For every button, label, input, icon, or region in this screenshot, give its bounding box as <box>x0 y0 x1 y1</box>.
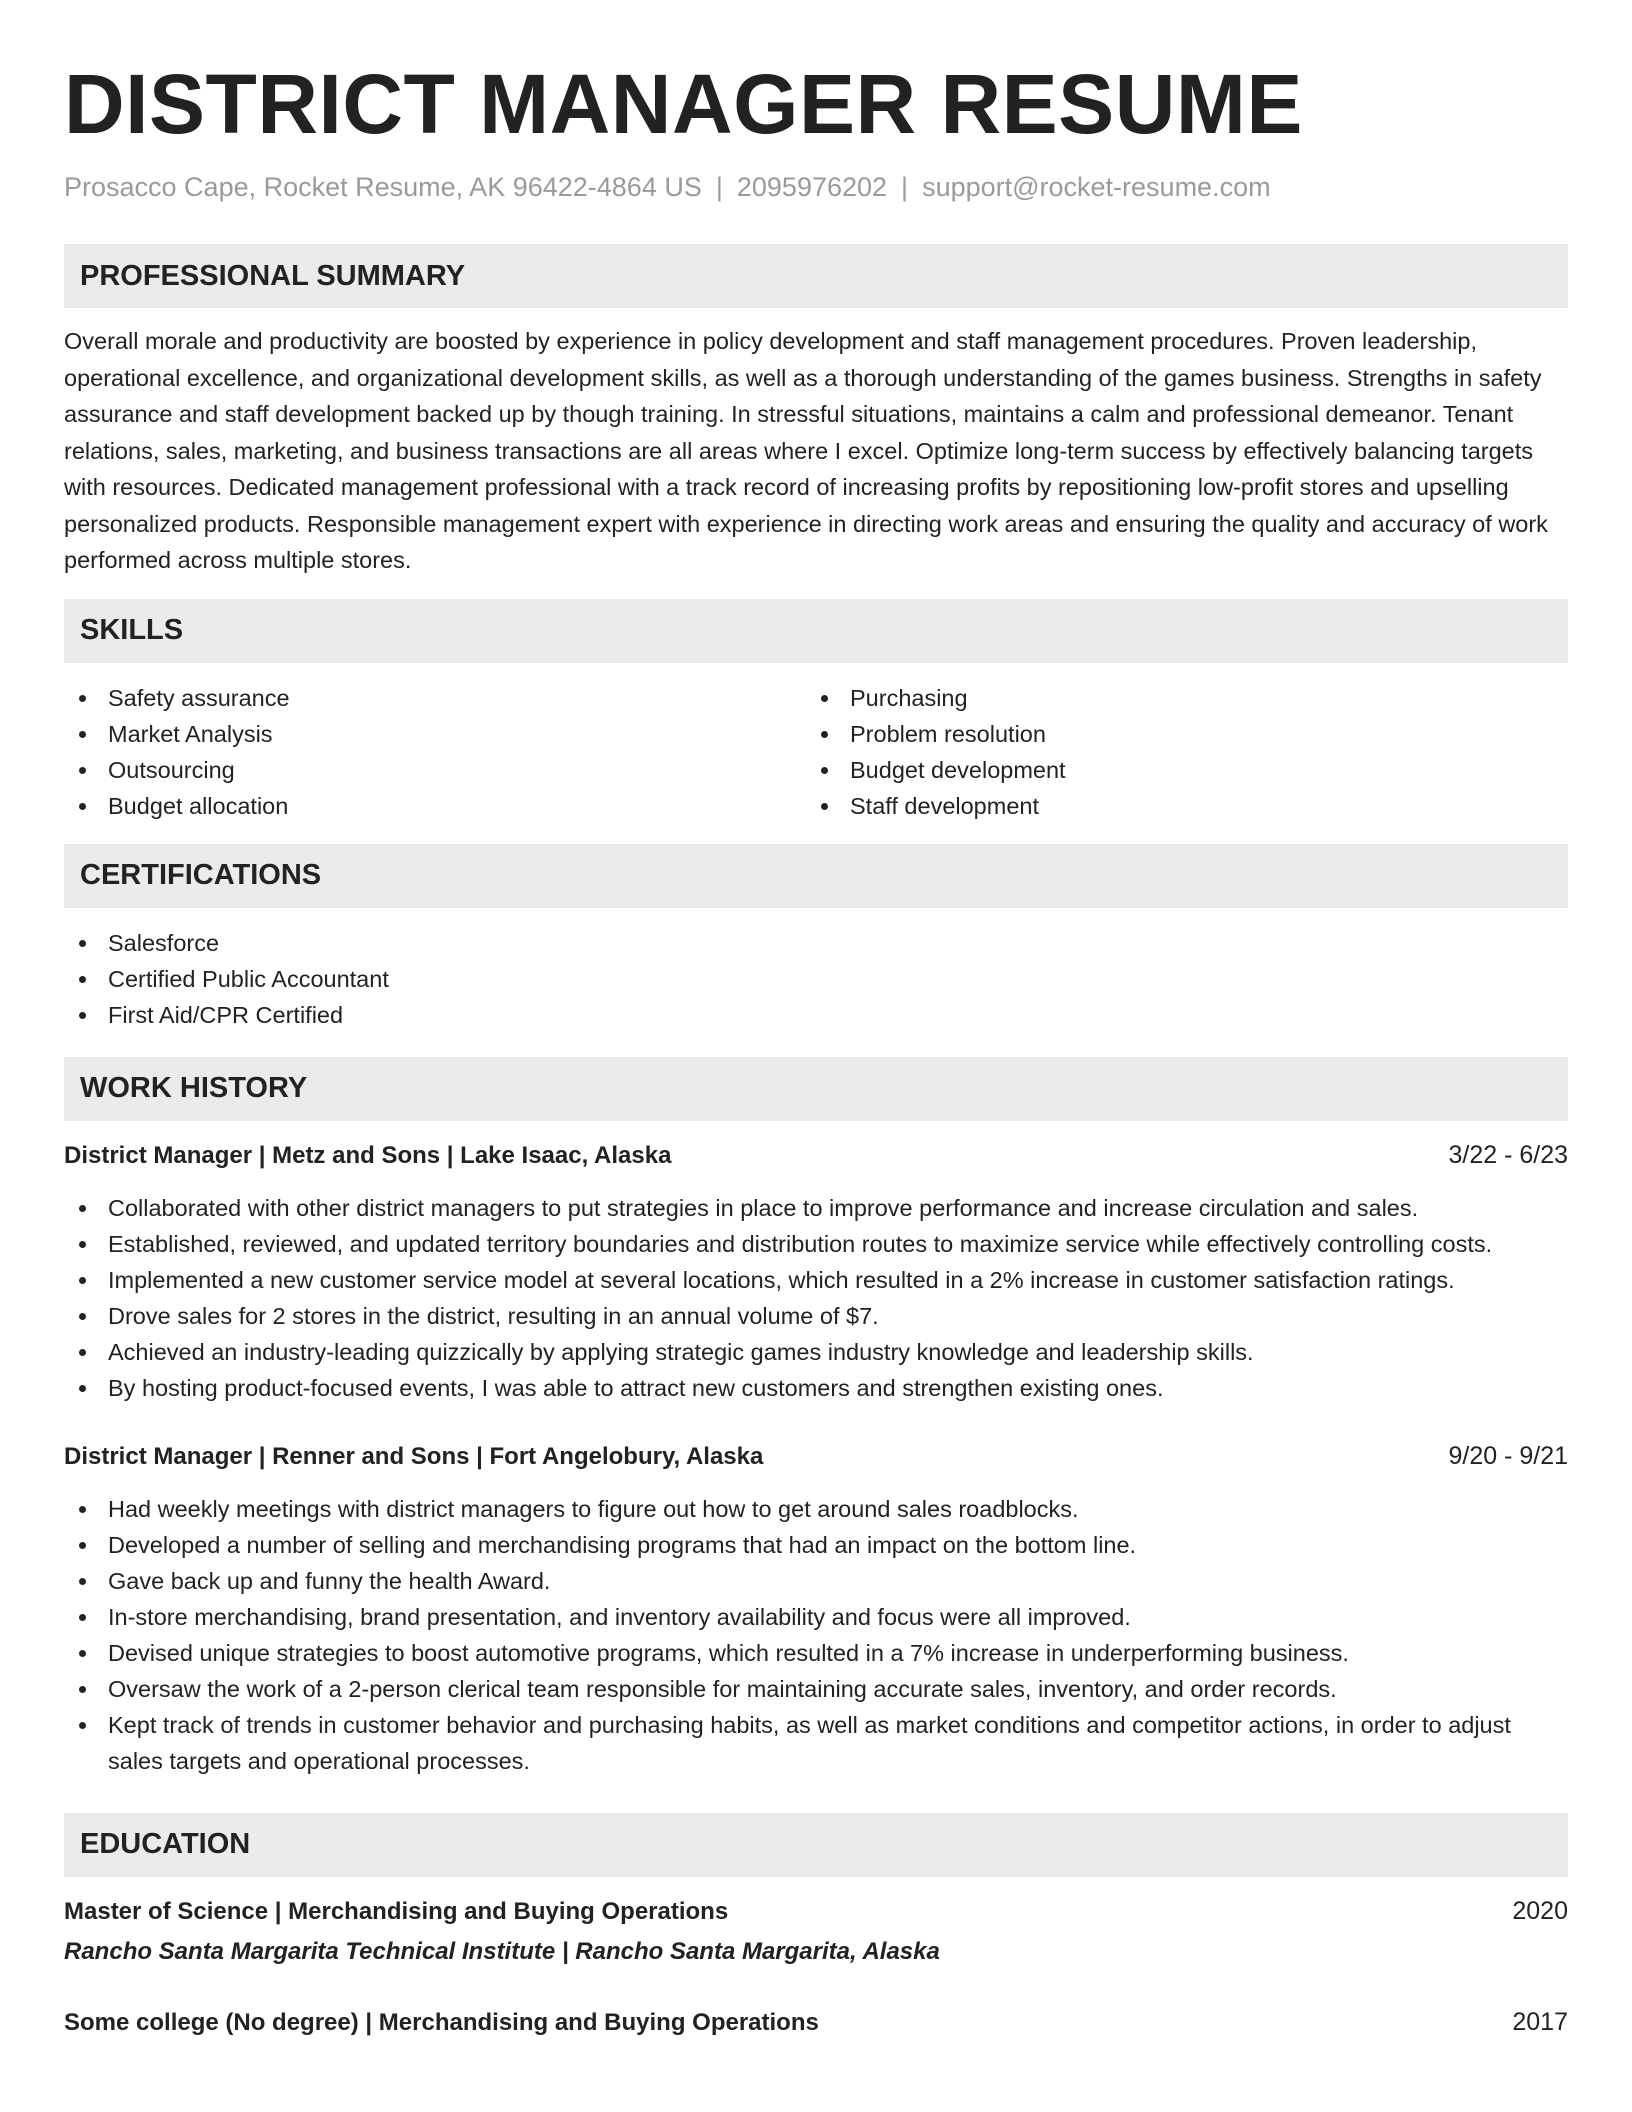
certifications-heading: CERTIFICATIONS <box>64 844 1568 908</box>
education-entry <box>64 2004 1568 2041</box>
education-degree: Master of Science | Merchandising and Buying Operations <box>64 1897 729 1925</box>
job-bullets <box>64 1491 1568 1779</box>
skills-column-right <box>806 680 1548 824</box>
education-entry <box>64 1893 1568 1970</box>
skill-item: Budget development <box>806 752 1548 788</box>
skills-heading: SKILLS <box>64 599 1568 663</box>
job-bullet: Oversaw the work of a 2-person clerical team responsible for maintaining accurate sales, inventory, and order records. <box>64 1671 1568 1707</box>
education-header <box>64 2004 1568 2041</box>
skills-column-left <box>64 680 806 824</box>
job-bullets <box>64 1190 1568 1406</box>
contact-phone: 2095976202 <box>736 172 888 202</box>
job-bullet: In-store merchandising, brand presentation, and inventory availability and focus were all improved. <box>64 1599 1568 1635</box>
resume-title: DISTRICT MANAGER RESUME <box>64 57 1303 151</box>
skill-item: Staff development <box>806 788 1548 824</box>
certifications-list <box>64 925 1568 1033</box>
certification-item: Salesforce <box>64 925 1568 961</box>
contact-line <box>64 170 1568 204</box>
skill-item: Market Analysis <box>64 716 806 752</box>
skill-item: Budget allocation <box>64 788 806 824</box>
education-degree: Some college (No degree) | Merchandising and Buying Operations <box>64 2008 819 2036</box>
skill-item: Safety assurance <box>64 680 806 716</box>
job-bullet: Devised unique strategies to boost automotive programs, which resulted in a 7% increase in underperforming business. <box>64 1635 1568 1671</box>
skill-item: Outsourcing <box>64 752 806 788</box>
job-header <box>64 1438 1568 1475</box>
job-title: District Manager | Metz and Sons | Lake Isaac, Alaska <box>64 1141 672 1169</box>
job-bullet: Gave back up and funny the health Award. <box>64 1563 1568 1599</box>
job-bullet: Established, reviewed, and updated territory boundaries and distribution routes to maximize service while effectively controlling costs. <box>64 1226 1568 1262</box>
skills-list <box>64 680 1568 824</box>
job-entry <box>64 1438 1568 1779</box>
job-entry <box>64 1137 1568 1406</box>
job-bullet: Kept track of trends in customer behavior and purchasing habits, as well as market conditions and competitor actions, in order to adjust sales targets and operational processes. <box>64 1707 1568 1779</box>
job-dates: 9/20 - 9/21 <box>1448 1441 1568 1470</box>
resume-page <box>64 58 1568 2041</box>
contact-separator: | <box>715 172 723 202</box>
skill-item: Purchasing <box>806 680 1548 716</box>
job-header <box>64 1137 1568 1174</box>
job-bullet: Drove sales for 2 stores in the district, resulting in an annual volume of $7. <box>64 1298 1568 1334</box>
job-bullet: Achieved an industry-leading quizzically by applying strategic games industry knowledge and leadership skills. <box>64 1334 1568 1370</box>
job-bullet: Developed a number of selling and merchandising programs that had an impact on the bottom line. <box>64 1527 1568 1563</box>
job-bullet: By hosting product-focused events, I was able to attract new customers and strengthen existing ones. <box>64 1370 1568 1406</box>
education-school: Rancho Santa Margarita Technical Institute | Rancho Santa Margarita, Alaska <box>64 1937 940 1965</box>
education-header <box>64 1893 1568 1930</box>
education-year: 2017 <box>1512 2007 1568 2036</box>
work-history-heading: WORK HISTORY <box>64 1057 1568 1121</box>
summary-text: Overall morale and productivity are boosted by experience in policy development and staff management procedures. Proven leadership, operational excellence, and organizational development skills, as well as a thorough understanding of the games business. Strengths in safety assurance and staff development backed up by though training. In stressful situations, maintains a calm and professional demeanor. Tenant relations, sales, marketing, and business transactions are all areas where I excel. Optimize long-term success by effectively balancing targets with resources. Dedicated management professional with a track record of increasing profits by repositioning low-profit stores and upselling personalized products. Responsible management expert with experience in directing work areas and ensuring the quality and accuracy of work performed across multiple stores. <box>64 328 1548 573</box>
job-bullet: Implemented a new customer service model at several locations, which resulted in a 2% increase in customer satisfaction ratings. <box>64 1262 1568 1298</box>
certification-item: Certified Public Accountant <box>64 961 1568 997</box>
job-bullet: Had weekly meetings with district managers to figure out how to get around sales roadblocks. <box>64 1491 1568 1527</box>
education-heading: EDUCATION <box>64 1813 1568 1877</box>
job-title: District Manager | Renner and Sons | Fort Angelobury, Alaska <box>64 1442 764 1470</box>
contact-separator: | <box>901 172 909 202</box>
contact-address: Prosacco Cape, Rocket Resume, AK 96422-4864 US <box>64 172 702 202</box>
certification-item: First Aid/CPR Certified <box>64 997 1568 1033</box>
job-bullet: Collaborated with other district managers to put strategies in place to improve performance and increase circulation and sales. <box>64 1190 1568 1226</box>
summary-heading: PROFESSIONAL SUMMARY <box>64 244 1568 308</box>
job-dates: 3/22 - 6/23 <box>1448 1140 1568 1169</box>
education-year: 2020 <box>1512 1896 1568 1925</box>
contact-email: support@rocket-resume.com <box>922 172 1271 202</box>
skill-item: Problem resolution <box>806 716 1548 752</box>
